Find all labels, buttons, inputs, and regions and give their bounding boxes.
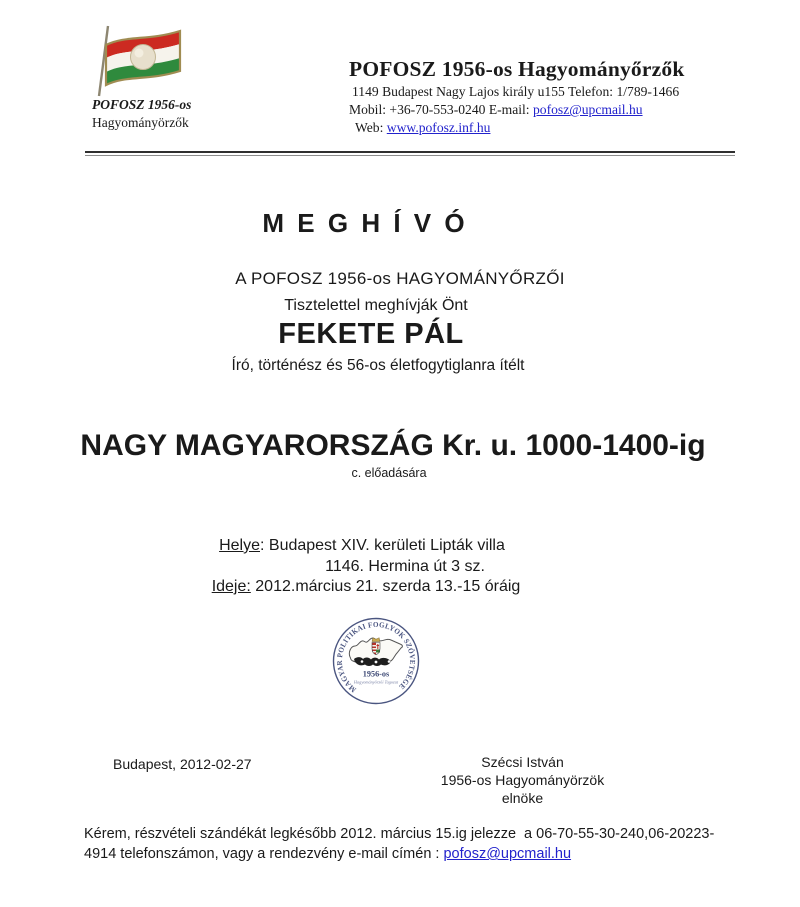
time-label: Ideje: xyxy=(211,578,251,595)
signer-role: 1956-os Hagyományörzök elnöke xyxy=(440,772,605,806)
time-line xyxy=(0,578,766,596)
header-divider-line xyxy=(85,151,735,156)
website-link[interactable]: www.pofosz.inf.hu xyxy=(386,120,491,135)
rsvp-line2: 4914 telefonszámon, vagy a rendezvény e-mail címén : xyxy=(84,846,444,862)
arpad-stripe xyxy=(372,648,376,650)
pin-ball-highlight xyxy=(135,49,144,58)
signer-name: Szécsi István xyxy=(481,754,564,770)
patriarchal-cross xyxy=(377,644,378,649)
logo-subtitle: Hagyományörzők xyxy=(92,115,189,130)
logo-title: POFOSZ 1956-os xyxy=(92,97,192,112)
web-line xyxy=(355,119,684,136)
web-label: Web: xyxy=(355,120,387,135)
signature-block xyxy=(420,753,625,807)
organizer-line: A POFOSZ 1956-os HAGYOMÁNYŐRZŐI xyxy=(235,269,565,288)
lecture-title: NAGY MAGYARORSZÁG Kr. u. 1000-1400-ig xyxy=(80,429,706,462)
broken-chains xyxy=(354,657,390,666)
place-value: : Budapest XIV. kerületi Lipták villa xyxy=(260,537,505,554)
chain-hole xyxy=(361,660,364,663)
contact-line xyxy=(349,101,684,118)
invite-line: Tisztelettel meghívják Önt xyxy=(284,297,468,314)
rsvp-email-link[interactable]: pofosz@upcmail.hu xyxy=(443,846,572,862)
address-line: 1149 Budapest Nagy Lajos király u155 Telefon: 1/789-1466 xyxy=(352,84,680,99)
pin-ball xyxy=(131,45,156,70)
place-label: Helye xyxy=(219,537,260,554)
speaker-name: FEKETE PÁL xyxy=(278,318,464,350)
seal-ring-text: MAGYAR POLITIKAI FOGLYOK SZÖVETSÉGE xyxy=(334,619,418,695)
place-line xyxy=(0,537,762,555)
rsvp-line1: Kérem, részvételi szándékát legkésőbb 2012. március 15.ig jelezze a 06-70-55-30-240,06-20223- xyxy=(84,826,715,842)
date-place-line: Budapest, 2012-02-27 xyxy=(113,756,252,772)
hungarian-flag-pin-logo xyxy=(88,12,192,100)
seal-year-text: 1956-os xyxy=(362,669,390,679)
seal-division-text: Hagyományőrzői Tagozat xyxy=(353,679,399,685)
mobile-email-label: Mobil: +36-70-553-0240 E-mail: xyxy=(349,102,533,117)
org-name: POFOSZ 1956-os Hagyományőrzők xyxy=(349,57,685,81)
arpad-stripe xyxy=(372,645,376,647)
place-line2: 1146. Hermina út 3 sz. xyxy=(325,558,485,575)
speaker-bio: Író, történész és 56-os életfogytiglanra ítélt xyxy=(231,357,525,374)
rsvp-footer xyxy=(84,824,749,864)
pofosz-seal-stamp xyxy=(331,616,421,706)
invitation-heading: M E G H Í V Ó xyxy=(262,208,468,238)
patriarchal-cross-bar xyxy=(377,645,380,646)
chain-hole xyxy=(388,660,391,663)
lecture-subtitle: c. előadására xyxy=(351,466,427,480)
email-link[interactable]: pofosz@upcmail.hu xyxy=(533,102,643,117)
time-value: 2012.március 21. szerda 13.-15 óráig xyxy=(250,578,521,595)
letterhead xyxy=(349,57,684,136)
chain-hole xyxy=(375,661,378,664)
